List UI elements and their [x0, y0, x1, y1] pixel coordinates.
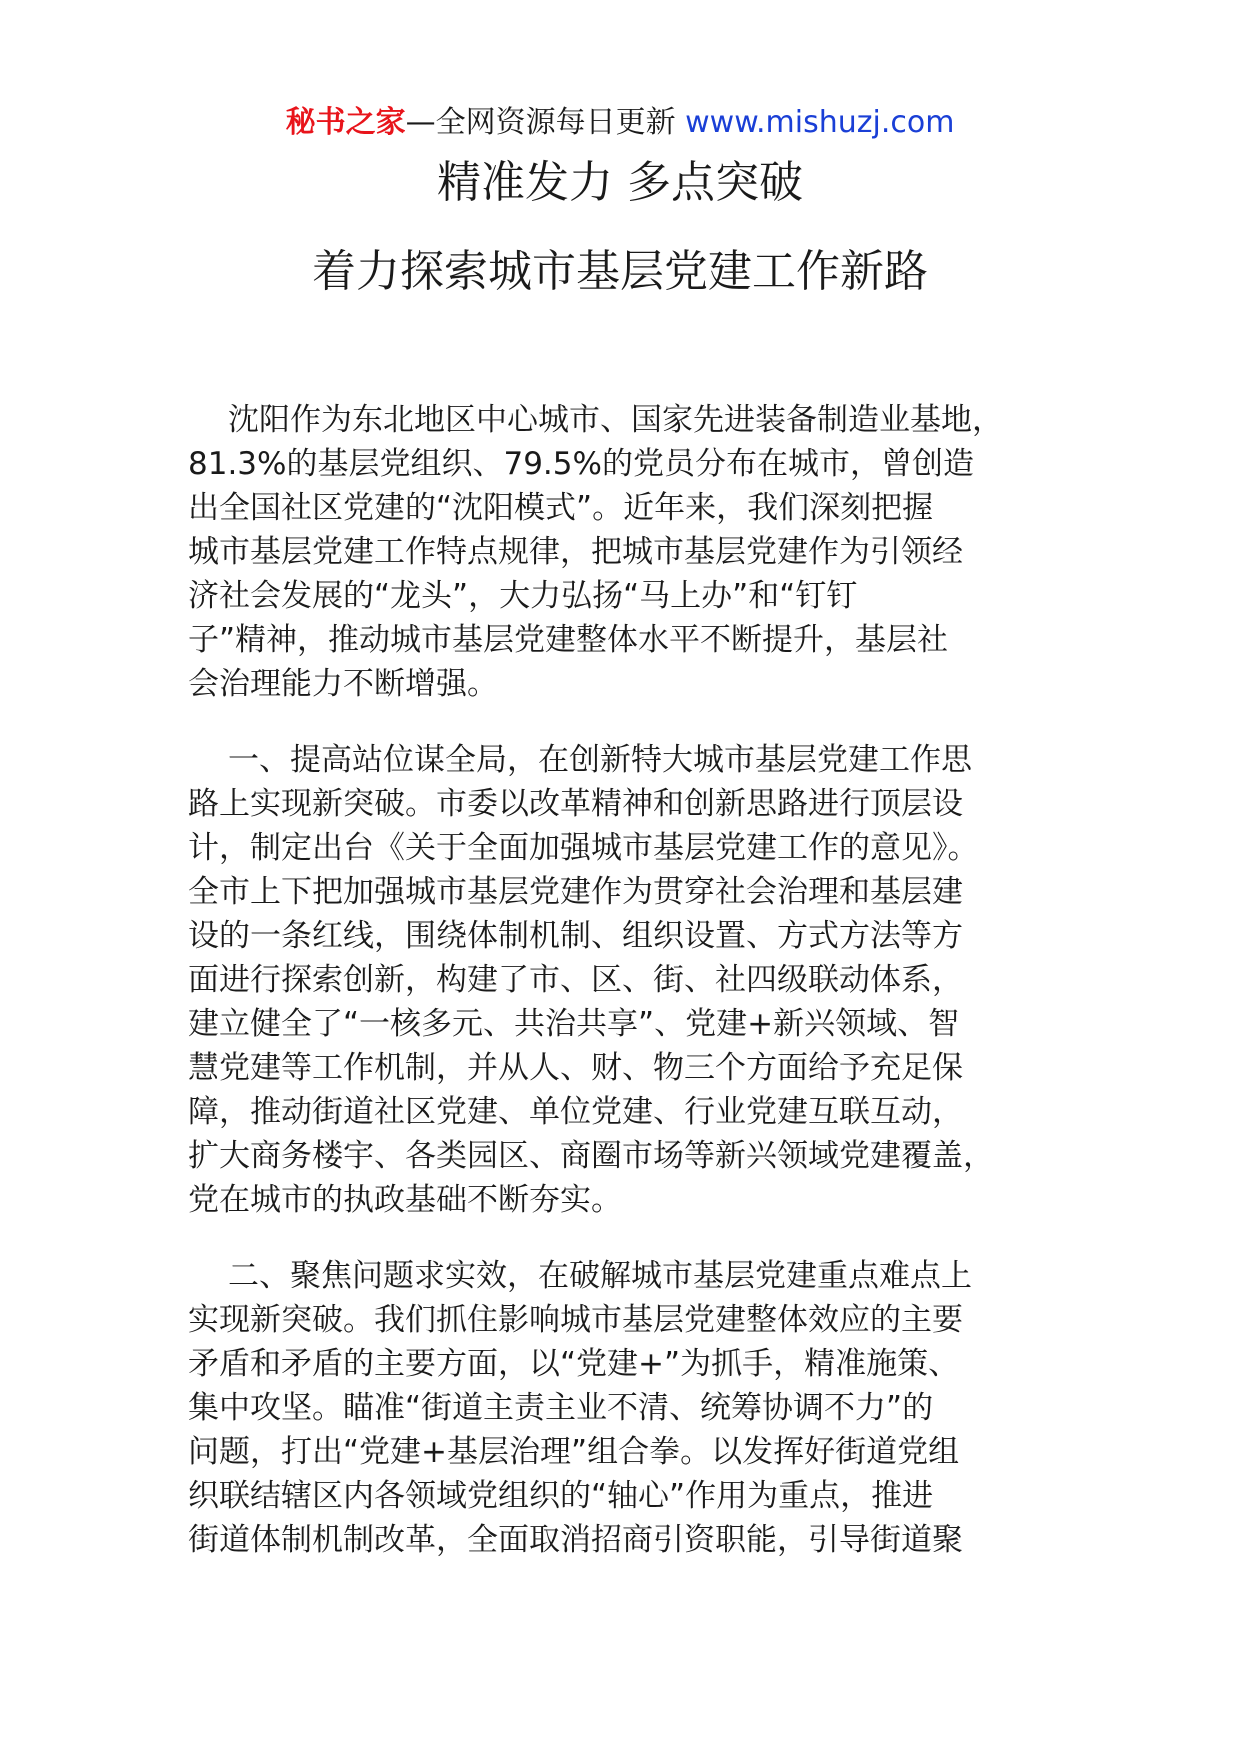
text-line: 济社会发展的“龙头”，大力弘扬“马上办”和“钉钉	[188, 578, 858, 614]
text-line: 扩大商务楼宇、各类园区、商圈市场等新兴领域党建覆盖，	[188, 1138, 994, 1174]
document-title-line-2: 着力探索城市基层党建工作新路	[312, 246, 928, 297]
text-line: 集中攻坚。瞄准“街道主责主业不清、统筹协调不力”的	[188, 1390, 934, 1426]
text-line: 计，制定出台《关于全面加强城市基层党建工作的意见》。	[188, 830, 979, 866]
paragraph-section-1	[188, 738, 1058, 1222]
text-line: 设的一条红线，围绕体制机制、组织设置、方式方法等方	[188, 918, 963, 954]
text-line: 慧党建等工作机制，并从人、财、物三个方面给予充足保	[188, 1050, 963, 1086]
text-line: 沈阳作为东北地区中心城市、国家先进装备制造业基地，	[228, 402, 1003, 438]
text-line: 街道体制机制改革，全面取消招商引资职能，引导街道聚	[188, 1522, 963, 1558]
text-line: 二、聚焦问题求实效，在破解城市基层党建重点难点上	[228, 1258, 972, 1294]
text-line: 织联结辖区内各领域党组织的“轴心”作用为重点，推进	[188, 1478, 934, 1514]
document-body	[188, 398, 1058, 1594]
text-line: 党在城市的执政基础不断夯实。	[188, 1182, 622, 1218]
text-line: 全市上下把加强城市基层党建作为贯穿社会治理和基层建	[188, 874, 963, 910]
banner-tagline: —全网资源每日更新	[405, 105, 686, 140]
text-line: 问题，打出“党建+基层治理”组合拳。以发挥好街道党组	[188, 1434, 960, 1470]
text-line: 一、提高站位谋全局，在创新特大城市基层党建工作思	[228, 742, 972, 778]
text-line: 障，推动街道社区党建、单位党建、行业党建互联互动，	[188, 1094, 963, 1130]
text-line: 实现新突破。我们抓住影响城市基层党建整体效应的主要	[188, 1302, 963, 1338]
paragraph-intro	[188, 398, 1058, 706]
text-line: 路上实现新突破。市委以改革精神和创新思路进行顶层设	[188, 786, 963, 822]
brand-name: 秘书之家	[285, 105, 406, 140]
text-line: 子”精神，推动城市基层党建整体水平不断提升，基层社	[188, 622, 949, 658]
site-url-link[interactable]: www.mishuzj.com	[685, 105, 955, 140]
document-title-line-1: 精准发力 多点突破	[437, 157, 803, 208]
paragraph-section-2	[188, 1254, 1058, 1562]
site-banner	[0, 102, 1240, 144]
text-line: 会治理能力不断增强。	[188, 666, 498, 702]
text-line: 矛盾和矛盾的主要方面，以“党建+”为抓手，精准施策、	[188, 1346, 960, 1382]
text-line: 面进行探索创新，构建了市、区、街、社四级联动体系，	[188, 962, 963, 998]
text-line: 81.3%的基层党组织、79.5%的党员分布在城市，曾创造	[188, 446, 974, 482]
text-line: 建立健全了“一核多元、共治共享”、党建+新兴领域、智	[188, 1006, 960, 1042]
text-line: 城市基层党建工作特点规律，把城市基层党建作为引领经	[188, 534, 963, 570]
text-line: 出全国社区党建的“沈阳模式”。近年来，我们深刻把握	[188, 490, 934, 526]
